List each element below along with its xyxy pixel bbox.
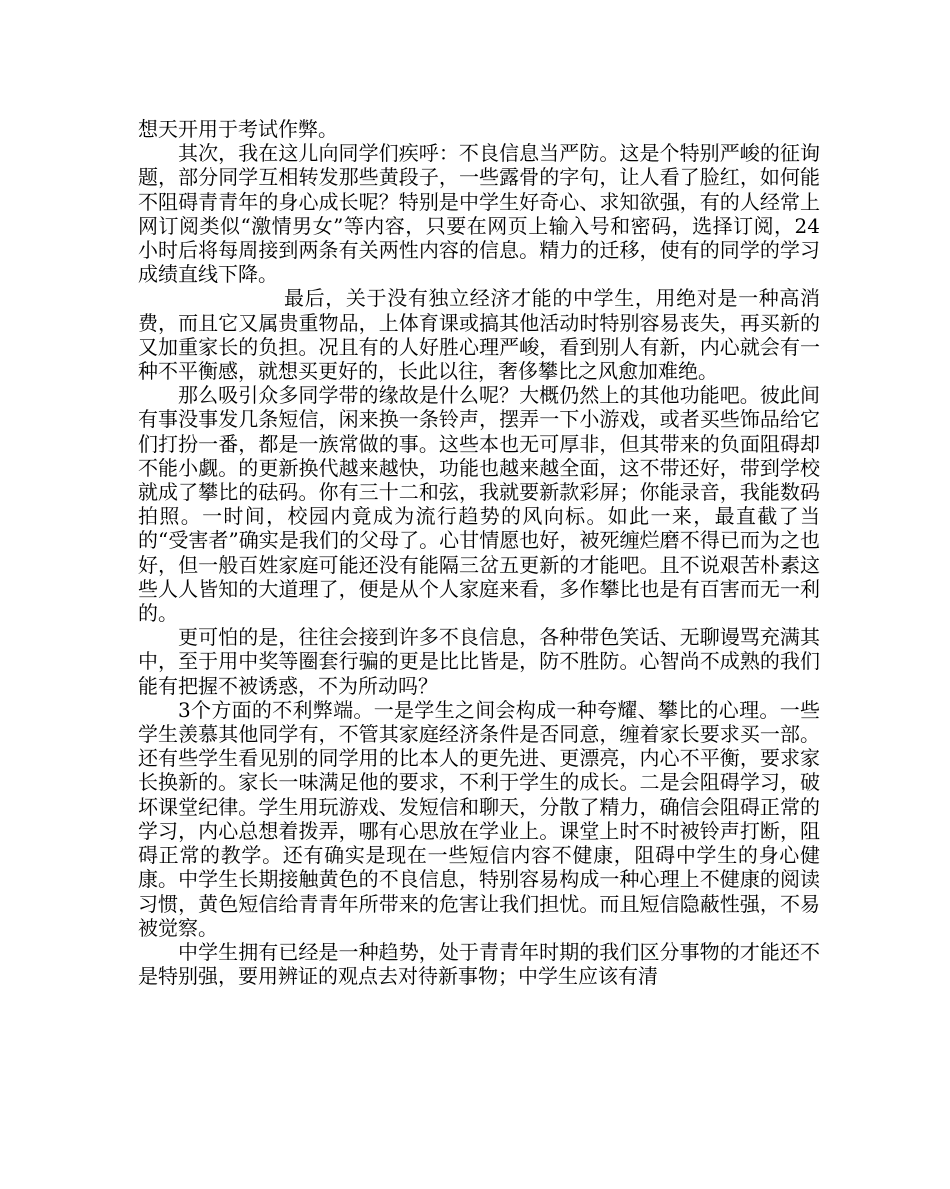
paragraph-high-consumption: 最后，关于没有独立经济才能的中学生，用绝对是一种高消费，而且它又属贵重物品，上体育课或搞其他活动时特别容易丧失，再买新的又加重家长的负担。况且有的人好胜心理严峻，看到别人有新，内心就会有一种不平衡感，就想买更好的，长此以往，奢侈攀比之风愈加难绝。 xyxy=(138,286,820,384)
paragraph-reasons: 那么吸引众多同学带的缘故是什么呢？大概仍然上的其他功能吧。彼此间有事没事发几条短信，闲来换一条铃声，摆弄一下小游戏，或者买些饰品给它们打扮一番，都是一族常做的事。这些本也无可厚非，但其带来的负面阻碍却不能小觑。的更新换代越来越快，功能也越来越全面，这不带还好，带到学校就成了攀比的砝码。你有三十二和弦，我就要新款彩屏；你能录音，我能数码拍照。一时间，校园内竟成为流行趋势的风向标。如此一来，最直截了当的“受害者”确实是我们的父母了。心甘情愿也好，被死缠烂磨不得已而为之也好，但一般百姓家庭可能还没有能隔三岔五更新的才能吧。且不说艰苦朴素这些人人皆知的大道理了，便是从个人家庭来看，多作攀比也是有百害而无一利的。 xyxy=(138,383,820,626)
paragraph-more-frightening: 更可怕的是，往往会接到许多不良信息，各种带色笑话、无聊谩骂充满其中，至于用中奖等圈套行骗的更是比比皆是，防不胜防。心智尚不成熟的我们能有把握不被诱惑，不为所动吗？ xyxy=(138,625,820,698)
paragraph-conclusion: 中学生拥有已经是一种趋势，处于青青年时期的我们区分事物的才能还不是特别强，要用辨证的观点去对待新事物；中学生应该有清 xyxy=(138,939,820,989)
paragraph-continuation: 想天开用于考试作弊。 xyxy=(138,117,338,141)
paragraph-bad-information: 其次，我在这儿向同学们疾呼：不良信息当严防。这是个特别严峻的征询题，部分同学互相转发那些黄段子，一些露骨的字句，让人看了脸红，如何能不阻碍青青年的身心成长呢？特别是中学生好奇心、求知欲强，有的人经常上网订阅类似“激情男女”等内容，只要在网页上输入号和密码，选择订阅，24小时后将每周接到两条有关两性内容的信息。精力的迁移，使有的同学的学习成绩直线下降。 xyxy=(138,141,820,287)
document-page xyxy=(138,117,820,988)
paragraph-three-drawbacks: 3个方面的不利弊端。一是学生之间会构成一种夸耀、攀比的心理。一些学生羡慕其他同学有，不管其家庭经济条件是否同意，缠着家长要求买一部。还有些学生看见别的同学用的比本人的更先进、更漂亮，内心不平衡，要求家长换新的。家长一味满足他的要求，不利于学生的成长。二是会阻碍学习，破坏课堂纪律。学生用玩游戏、发短信和聊天，分散了精力，确信会阻碍正常的学习，内心总想着拨弄，哪有心思放在学业上。课堂上时不时被铃声打断，阻碍正常的教学。还有确实是现在一些短信内容不健康，阻碍中学生的身心健康。中学生长期接触黄色的不良信息，特别容易构成一种心理上不健康的阅读习惯，黄色短信给青青年所带来的危害让我们担忧。而且短信隐蔽性强，不易被觉察。 xyxy=(138,697,820,940)
